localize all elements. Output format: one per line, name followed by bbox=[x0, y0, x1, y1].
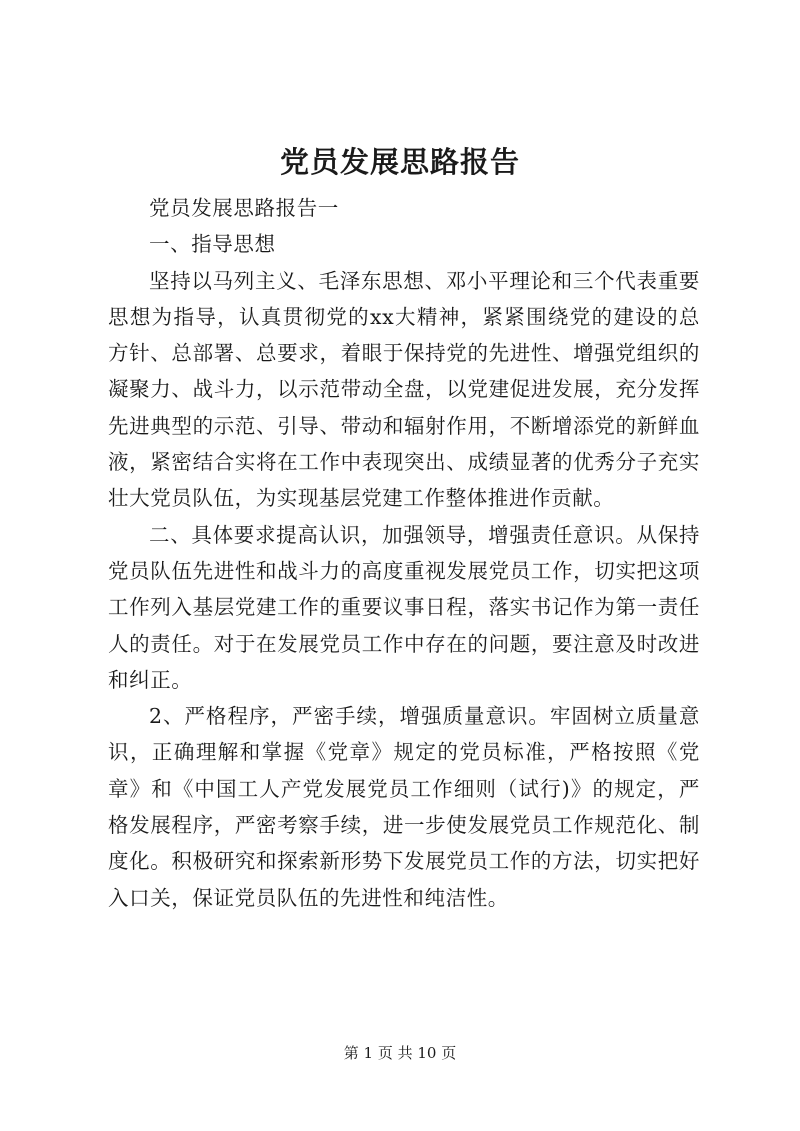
document-body bbox=[108, 190, 700, 916]
page-number-footer: 第 1 页 共 10 页 bbox=[343, 1044, 457, 1062]
paragraph-heading-guiding-ideology: 一、指导思想 bbox=[149, 232, 276, 257]
paragraph-guiding-ideology: 坚持以马列主义、毛泽东思想、邓小平理论和三个代表重要思想为指导，认真贯彻党的xx大精神，紧紧围绕党的建设的总方针、总部署、总要求，着眼于保持党的先进性、增强党组织的凝聚力、战斗力，以示范带动全盘，以党建促进发展，充分发挥先进典型的示范、引导、带动和辐射作用，不断增添党的新鲜血液，紧密结合实将在工作中表现突出、成绩显著的优秀分子充实壮大党员队伍，为实现基层党建工作整体推进作贡献。 bbox=[108, 268, 700, 511]
paragraph-strict-procedure: 2、严格程序，严密手续，增强质量意识。牢固树立质量意识，正确理解和掌握《党章》规定的党员标准，严格按照《党章》和《中国工人产党发展党员工作细则（试行)》的规定，严格发展程序，严密考察手续，进一步使发展党员工作规范化、制度化。积极研究和探索新形势下发展党员工作的方法，切实把好入口关，保证党员队伍的先进性和纯洁性。 bbox=[108, 704, 700, 910]
paragraph-specific-requirements: 二、具体要求提高认识，加强领导，增强责任意识。从保持党员队伍先进性和战斗力的高度重视发展党员工作，切实把这项工作列入基层党建工作的重要议事日程，落实书记作为第一责任人的责任。对于在发展党员工作中存在的问题，要注意及时改进和纠正。 bbox=[108, 522, 700, 692]
document-title: 党员发展思路报告 bbox=[279, 145, 520, 179]
paragraph-subtitle: 党员发展思路报告一 bbox=[149, 196, 339, 220]
